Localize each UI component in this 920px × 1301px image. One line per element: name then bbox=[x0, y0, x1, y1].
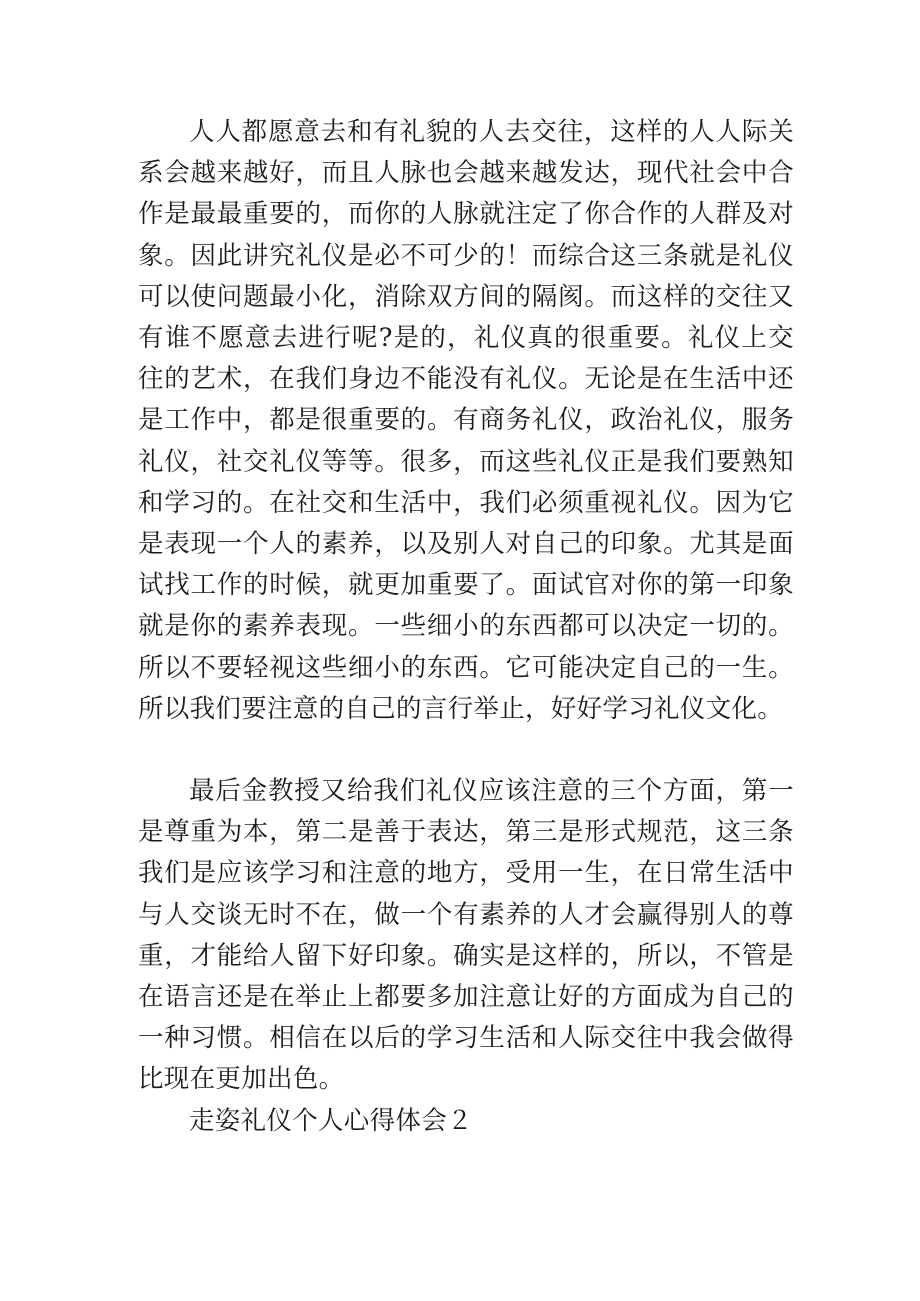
document-body bbox=[138, 112, 794, 1142]
paragraph-2: 最后金教授又给我们礼仪应该注意的三个方面，第一是尊重为本，第二是善于表达，第三是形式规范，这三条我们是应该学习和注意的地方，受用一生，在日常生活中与人交谈无时不在，做一个有素养的人才会赢得别人的尊重，才能给人留下好印象。确实是这样的，所以，不管是在语言还是在举止上都要多加注意让好的方面成为自己的一种习惯。相信在以后的学习生活和人际交往中我会做得比现在更加出色。 bbox=[138, 776, 794, 1095]
section-heading: 走姿礼仪个人心得体会２ bbox=[189, 1105, 473, 1136]
paragraph-1: 人人都愿意去和有礼貌的人去交往，这样的人人际关系会越来越好，而且人脉也会越来越发达，现代社会中合作是最最重要的，而你的人脉就注定了你合作的人群及对象。因此讲究礼仪是必不可少的！而综合这三条就是礼仪可以使问题最小化，消除双方间的隔阂。而这样的交往又有谁不愿意去进行呢?是的，礼仪真的很重要。礼仪上交往的艺术，在我们身边不能没有礼仪。无论是在生活中还是工作中，都是很重要的。有商务礼仪，政治礼仪，服务礼仪，社交礼仪等等。很多，而这些礼仪正是我们要熟知和学习的。在社交和生活中，我们必须重视礼仪。因为它是表现一个人的素养，以及别人对自己的印象。尤其是面试找工作的时候，就更加重要了。面试官对你的第一印象就是你的素养表现。一些细小的东西都可以决定一切的。所以不要轻视这些细小的东西。它可能决定自己的一生。所以我们要注意的自己的言行举止，好好学习礼仪文化。 bbox=[138, 117, 794, 724]
